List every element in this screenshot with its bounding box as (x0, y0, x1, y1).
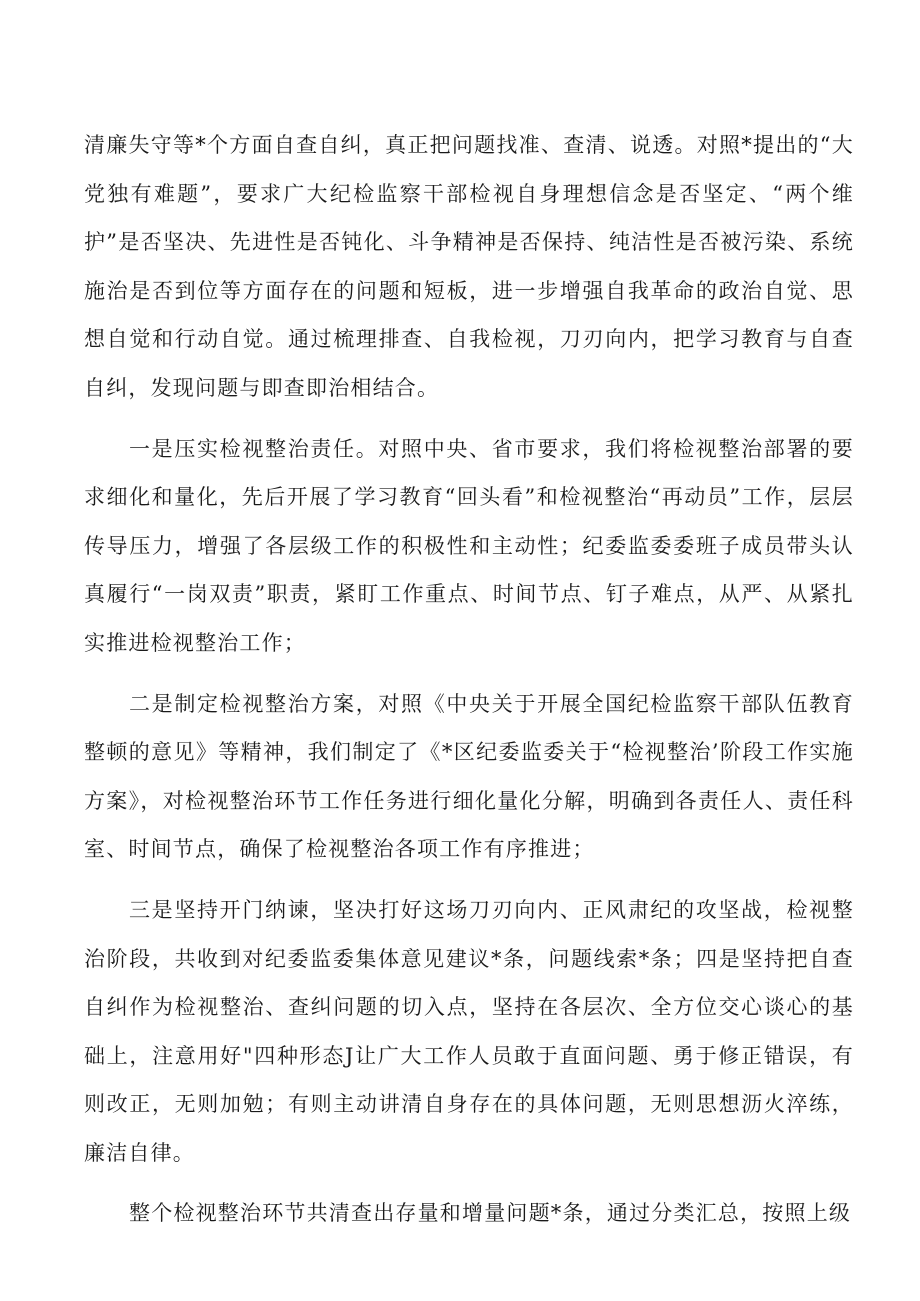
paragraph-1: 清廉失守等*个方面自查自纠，真正把问题找准、查清、说透。对照*提出的“大党独有难题”，要求广大纪检监察干部检视自身理想信念是否坚定、“两个维护”是否坚决、先进性是否钝化、斗争精神是否保持、纯洁性是否被污染、系统施治是否到位等方面存在的问题和短板，进一步增强自我革命的政治自觉、思想自觉和行动自觉。通过梳理排查、自我检视，刀刃向内，把学习教育与自查自纠，发现问题与即查即治相结合。 (84, 133, 854, 400)
paragraph-3: 二是制定检视整治方案，对照《中央关于开展全国纪检监察干部队伍教育整顿的意见》等精神，我们制定了《*区纪委监委关于“检视整治’阶段工作实施方案》，对检视整治环节工作任务进行细化量化分解，明确到各责任人、责任科室、时间节点，确保了检视整治各项工作有序推进； (84, 691, 854, 862)
paragraph-2: 一是压实检视整治责任。对照中央、省市要求，我们将检视整治部署的要求细化和量化，先后开展了学习教育“回头看”和检视整治“再动员”工作，层层传导压力，增强了各层级工作的积极性和主动性；纪委监委委班子成员带头认真履行“一岗双责”职责，紧盯工作重点、时间节点、钉子难点，从严、从紧扎实推进检视整治工作； (84, 436, 854, 655)
paragraph-4: 三是坚持开门纳谏，坚决打好这场刀刃向内、正风肃纪的攻坚战，检视整治阶段，共收到对纪委监委集体意见建议*条，问题线索*条；四是坚持把自查自纠作为检视整治、查纠问题的切入点，坚持在各层次、全方位交心谈心的基础上，注意用好"四种形态J让广大工作人员敢于直面问题、勇于修正错误，有则改正，无则加勉；有则主动讲清自身存在的具体问题，无则思想沥火淬练，廉洁自律。 (84, 897, 854, 1165)
paragraph-5: 整个检视整治环节共清查出存量和增量问题*条，通过分类汇总，按照上级 (129, 1201, 852, 1226)
document-body (84, 121, 854, 1250)
